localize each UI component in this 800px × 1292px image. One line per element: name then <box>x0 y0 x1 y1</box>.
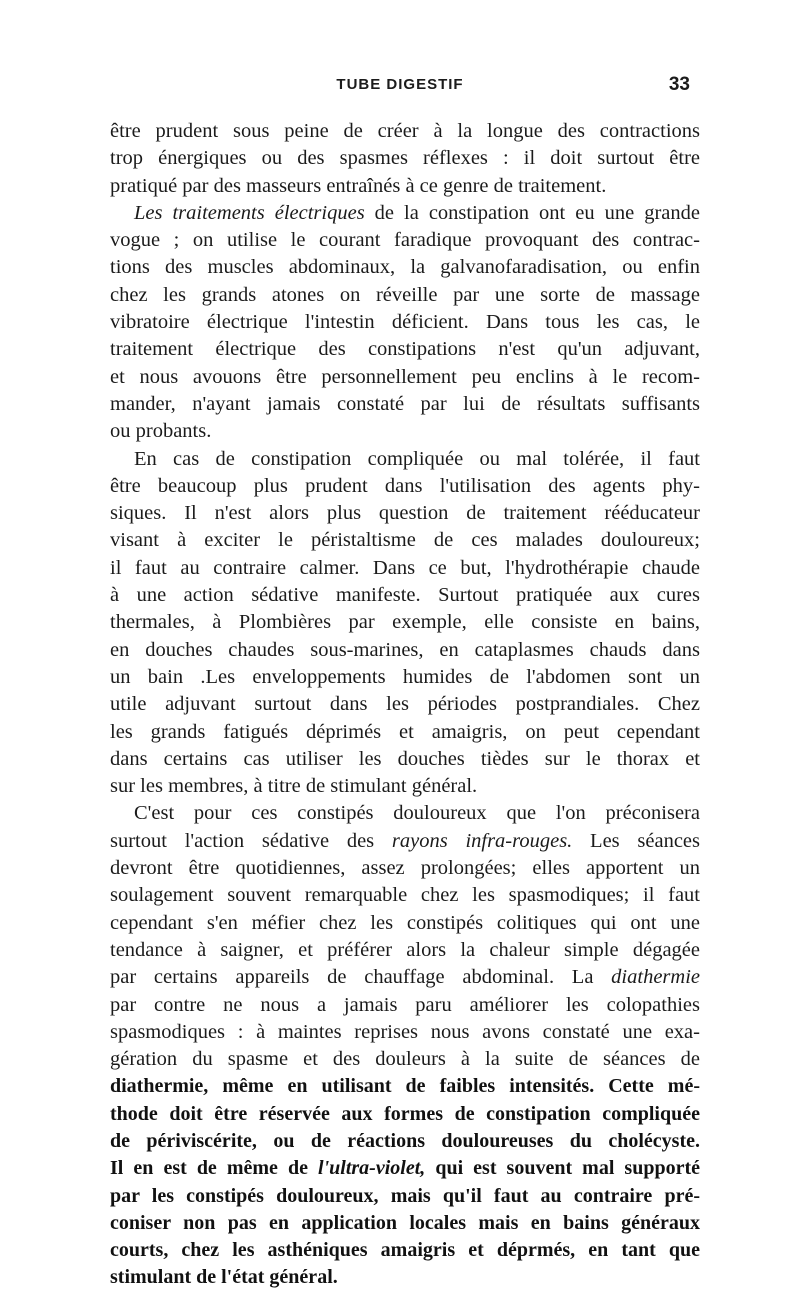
paragraph-3 <box>110 446 700 801</box>
text-line: courts, chez les asthéniques amaigris et déprmés, en tant que <box>110 1239 700 1262</box>
text-line: être beaucoup plus prudent dans l'utilisation des agents phy- <box>110 474 700 497</box>
text-line: cependant s'en méfier chez les constipés colitiques qui ont une <box>110 911 700 934</box>
text-line: vibratoire électrique l'intestin déficient. Dans tous les cas, le <box>110 311 700 334</box>
text-line: un bain .Les enveloppements humides de l'abdomen sont un <box>110 665 700 688</box>
text-line: trop énergiques ou des spasmes réflexes : il doit surtout être <box>110 147 700 170</box>
text-line <box>110 964 700 991</box>
text-line: En cas de constipation compliquée ou mal tolérée, il faut <box>134 447 700 470</box>
text-line <box>110 200 700 227</box>
body-text <box>110 118 700 1292</box>
text-line: en douches chaudes sous-marines, en cataplasmes chauds dans <box>110 638 700 661</box>
text-line: tions des muscles abdominaux, la galvanofaradisation, ou enfin <box>110 256 700 279</box>
text-line: diathermie, même en utilisant de faibles intensités. Cette mé- <box>110 1075 700 1098</box>
text-line <box>110 1155 700 1182</box>
text-line: chez les grands atones on réveille par une sorte de massage <box>110 283 700 306</box>
italic-term: diathermie <box>611 966 700 989</box>
text-line: devront être quotidiennes, assez prolongées; elles apportent un <box>110 857 700 880</box>
text-line: et nous avouons être personnellement peu enclins à le recom- <box>110 365 700 388</box>
text-line: les grands fatigués déprimés et amaigris, on peut cependant <box>110 720 700 743</box>
text-line: thermales, à Plombières par exemple, elle consiste en bains, <box>110 611 700 634</box>
paragraph-4 <box>110 800 700 1291</box>
text-line: il faut au contraire calmer. Dans ce but, l'hydrothérapie chaude <box>110 556 700 579</box>
text-line: par les constipés douloureux, mais qu'il faut au contraire pré- <box>110 1184 700 1207</box>
text-line: dans certains cas utiliser les douches tièdes sur le thorax et <box>110 747 700 770</box>
text-line: traitement électrique des constipations n'est qu'un adjuvant, <box>110 338 700 361</box>
text-line: être prudent sous peine de créer à la longue des contractions <box>110 120 700 142</box>
text-line: vogue ; on utilise le courant faradique provoquant des contrac- <box>110 229 700 252</box>
italic-term: Les traitements électriques <box>134 201 365 224</box>
text-line: tendance à saigner, et préférer alors la chaleur simple dégagée <box>110 938 700 961</box>
text-line: sur les membres, à titre de stimulant général. <box>110 775 478 798</box>
text-line: gération du spasme et des douleurs à la suite de séances de <box>110 1048 700 1071</box>
text-line: pratiqué par des masseurs entraînés à ce genre de traitement. <box>110 174 607 197</box>
text-line: siques. Il n'est alors plus question de traitement rééducateur <box>110 502 700 525</box>
text-line: C'est pour ces constipés douloureux que l'on préconisera <box>134 802 700 825</box>
text-run: qui est souvent mal supporté <box>425 1157 700 1180</box>
text-line: de périviscérite, ou de réactions douloureuses du cholécyste. <box>110 1129 700 1152</box>
italic-term: l'ultra-violet, <box>318 1157 426 1180</box>
text-line: stimulant de l'état général. <box>110 1266 338 1289</box>
text-line: utile adjuvant surtout dans les périodes postprandiales. Chez <box>110 693 700 716</box>
running-header <box>110 76 690 100</box>
text-run: Les séances <box>572 829 700 852</box>
text-line: spasmodiques : à maintes reprises nous avons constaté une exa- <box>110 1020 700 1043</box>
italic-term: rayons infra-rouges. <box>391 829 573 852</box>
text-run: Il en est de même de <box>110 1157 319 1180</box>
text-line: soulagement souvent remarquable chez les spasmodiques; il faut <box>110 884 700 907</box>
text-line <box>110 828 700 855</box>
text-line: par contre ne nous a jamais paru améliorer les colopathies <box>110 993 700 1016</box>
text-run: par certains appareils de chauffage abdominal. La <box>110 966 612 989</box>
paragraph-2 <box>110 200 700 446</box>
page-number: 33 <box>668 74 690 95</box>
text-line: thode doit être réservée aux formes de constipation compliquée <box>110 1102 700 1125</box>
text-line: coniser non pas en application locales mais en bains généraux <box>110 1211 700 1234</box>
text-line: mander, n'ayant jamais constaté par lui de résultats suffisants <box>110 392 700 415</box>
paragraph-1 <box>110 118 700 200</box>
text-run: surtout l'action sédative des <box>110 829 392 852</box>
text-line: à une action sédative manifeste. Surtout pratiquée aux cures <box>110 584 700 607</box>
text-run: de la constipation ont eu une grande <box>364 201 700 224</box>
text-line: ou probants. <box>110 420 212 443</box>
running-title: TUBE DIGESTIF <box>336 76 464 93</box>
text-line: visant à exciter le péristaltisme de ces malades douloureux; <box>110 529 700 552</box>
